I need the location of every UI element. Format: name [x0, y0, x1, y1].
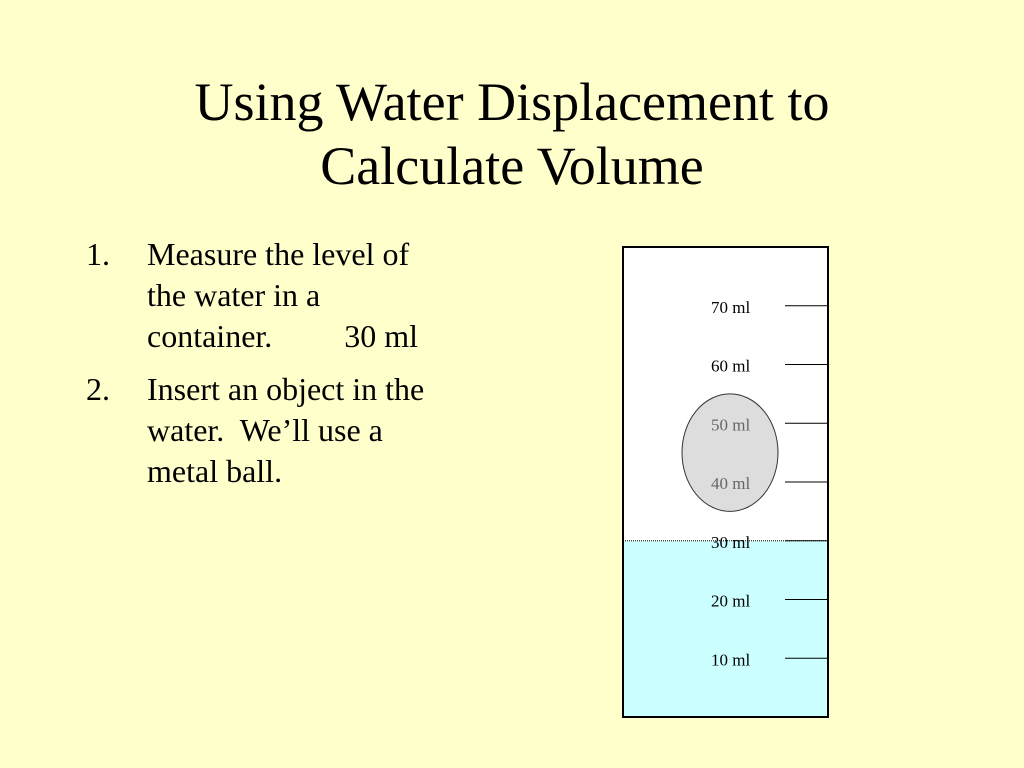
title-line-1: Using Water Displacement to — [194, 72, 830, 132]
step-2-line-3: metal ball. — [147, 453, 283, 489]
graduation-label: 10 ml — [711, 650, 751, 670]
title-line-2: Calculate Volume — [320, 136, 704, 196]
graduation-label: 30 ml — [711, 532, 751, 552]
graduation-label: 40 ml — [711, 474, 751, 493]
water-fill — [623, 541, 828, 717]
graduation-label: 50 ml — [711, 415, 751, 435]
graduation-label: 60 ml — [711, 356, 751, 376]
step-1-line-2: the water in a — [147, 277, 321, 313]
step-2-number: 2. — [86, 371, 110, 407]
step-2-line-2: water. We’ll use a — [147, 412, 383, 448]
step-1-line-3: container. 30 ml — [147, 318, 419, 354]
step-1-number: 1. — [86, 236, 110, 272]
metal-ball — [682, 394, 778, 512]
graduation-label: 20 ml — [711, 591, 751, 611]
step-2-line-1: Insert an object in the — [147, 371, 425, 407]
graduation-label: 70 ml — [711, 297, 751, 317]
step-1-line-1: Measure the level of — [147, 236, 410, 272]
